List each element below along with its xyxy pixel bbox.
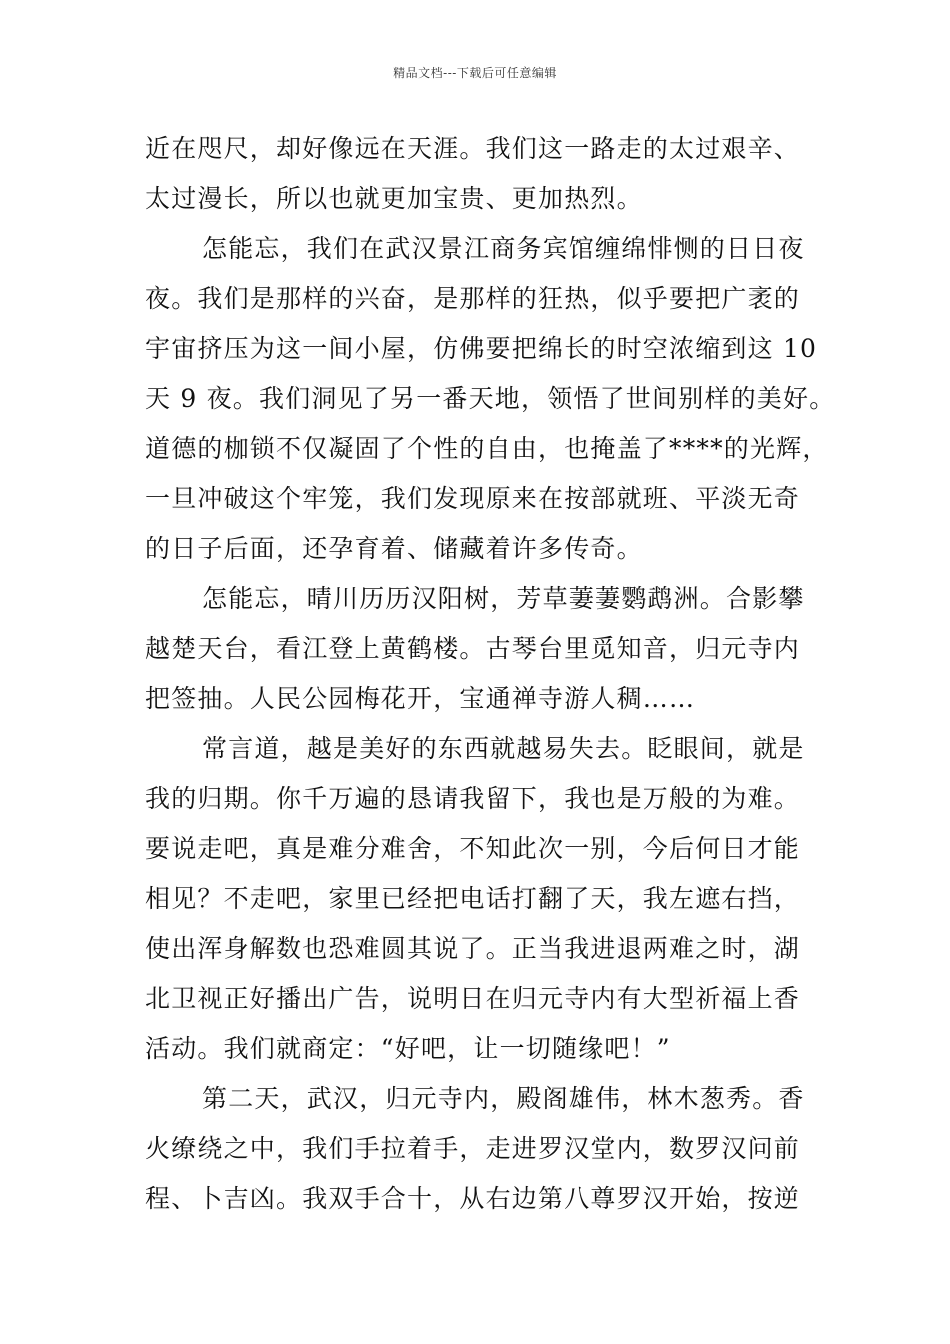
text-line: 道德的枷锁不仅凝固了个性的自由，也掩盖了****的光辉，: [145, 434, 829, 463]
text-line: 活动。我们就商定：“好吧，让一切随缘吧！”: [145, 1034, 671, 1063]
text-line: 越楚天台，看江登上黄鹤楼。古琴台里觅知音，归元寺内: [145, 634, 801, 663]
text-line: 使出浑身解数也恐难圆其说了。正当我进退两难之时，湖: [145, 934, 801, 963]
paragraph-first-line: 第二天，武汉，归元寺内，殿阁雄伟，林木葱秀。香: [202, 1084, 805, 1113]
text-line: 程、卜吉凶。我双手合十，从右边第八尊罗汉开始，按逆: [145, 1184, 801, 1213]
text-line: 的日子后面，还孕育着、储藏着许多传奇。: [145, 534, 643, 563]
text-line: 要说走吧，真是难分难舍，不知此次一别，今后何日才能: [145, 834, 801, 863]
text-line: 把签抽。人民公园梅花开，宝通禅寺游人稠……: [145, 684, 696, 713]
text-line: 近在咫尺，却好像远在天涯。我们这一路走的太过艰辛、: [145, 134, 801, 163]
text-line: 太过漫长，所以也就更加宝贵、更加热烈。: [145, 184, 643, 213]
text-line: 北卫视正好播出广告，说明日在归元寺内有大型祈福上香: [145, 984, 801, 1013]
text-line: 我的归期。你千万遍的恳请我留下，我也是万般的为难。: [145, 784, 801, 813]
document-body: [145, 124, 836, 1224]
paragraph-first-line: 怎能忘，晴川历历汉阳树，芳草萋萋鹦鹉洲。合影攀: [202, 584, 805, 613]
text-line: 一旦冲破这个牢笼，我们发现原来在按部就班、平淡无奇: [145, 484, 801, 513]
paragraph-first-line: 常言道，越是美好的东西就越易失去。眨眼间，就是: [202, 734, 805, 763]
text-line: 火缭绕之中，我们手拉着手，走进罗汉堂内，数罗汉问前: [145, 1134, 801, 1163]
text-line: 相见？不走吧，家里已经把电话打翻了天，我左遮右挡，: [145, 884, 801, 913]
paragraph-first-line: 怎能忘，我们在武汉景江商务宾馆缠绵悱恻的日日夜: [202, 234, 805, 263]
page-header: 精品文档---下载后可任意编辑: [393, 66, 557, 80]
text-line: 天 9 夜。我们洞见了另一番天地，领悟了世间别样的美好。: [145, 384, 836, 413]
text-line: 宇宙挤压为这一间小屋，仿佛要把绵长的时空浓缩到这 10: [145, 334, 818, 363]
text-line: 夜。我们是那样的兴奋，是那样的狂热，似乎要把广袤的: [145, 284, 801, 313]
